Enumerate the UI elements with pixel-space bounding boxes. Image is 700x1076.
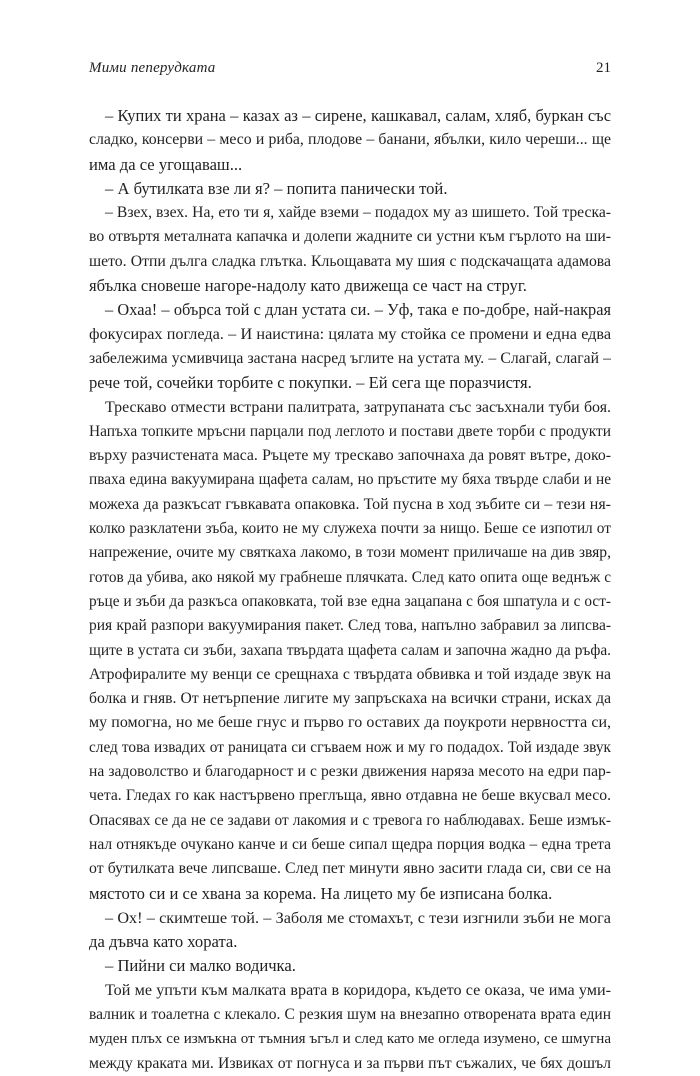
page-header: [89, 60, 611, 84]
text-line: нал отнякъде очукано канче и си беше сипал щедра порция водка – една трета: [89, 835, 611, 853]
text-line: Той ме упъти към малката врата в коридора, където се оказа, че има уми-: [105, 981, 611, 999]
text-line: фокусирах погледа. – И наистина: цялата му стойка се промени и една едва: [89, 325, 611, 343]
running-title: Мими пеперудката: [89, 60, 216, 76]
text-line: – Охаа! – обърса той с длан устата си. – Уф, така е по-добре, най-накрая: [105, 300, 611, 320]
text-line: ябълка сновеше нагоре-надолу като движеща се част на струг.: [89, 276, 527, 296]
text-line: мястото си и се хвана за корема. На лицето му бе изписана болка.: [89, 883, 553, 903]
text-line: – Пийни си малко водичка.: [105, 956, 296, 976]
text-line: сладко, консерви – месо и риба, плодове – банани, ябълки, кило череши... ще: [89, 131, 611, 149]
text-line: след това извадих от раницата си сгъваем нож и му го подадох. Той издаде звук: [89, 738, 611, 756]
text-line: Опасявах се да не се задави от лакомия и с тревога го наблюдавах. Беше измък-: [89, 811, 611, 829]
text-line: има да се угощаваш...: [89, 154, 243, 174]
text-line: Напъха топките мръсни парцали под леглото и постави двете торби с продукти: [89, 422, 611, 440]
text-line: – А бутилката взе ли я? – попита панически той.: [105, 178, 448, 198]
text-line: болка и гняв. От нетърпение лигите му запръскаха на всички страни, исках да: [89, 690, 611, 708]
text-line: върху разчистената маса. Ръцете му трескаво започнаха да ровят вътре, доко-: [89, 447, 611, 465]
text-line: – Купих ти храна – казах аз – сирене, кашкавал, салам, хляб, буркан със: [105, 106, 611, 125]
text-line: напрежение, очите му святкаха лакомо, в този момент приличаше на див звяр,: [89, 544, 611, 562]
text-line: – Ох! – скимтеше той. – Заболя ме стомахът, с тези изгнили зъби не мога: [105, 908, 611, 927]
text-line: колко разклатени зъба, които не му служеха почти за нищо. Беше се изпотил от: [89, 520, 611, 538]
text-line: во отвъртя металната капачка и долепи жадните си устни към гърлото на ши-: [89, 228, 611, 246]
text-line: – Взех, взех. На, ето ти я, хайде вземи – подадох му аз шишето. Той треска-: [105, 204, 611, 222]
text-line: от бутилката вече липсваше. След пет минути явно засити глада си, сви се на: [89, 860, 611, 878]
text-line: готов да убива, ако някой му грабнеше плячката. След като опита още веднъж с: [89, 568, 611, 586]
text-line: рия край разпори вакуумирания пакет. След това, напълно забравил за липсва-: [89, 617, 611, 635]
body-text: [89, 104, 611, 1076]
text-line: муден плъх се измъкна от тъмния ъгъл и след като ме огледа изумено, се шмугна: [89, 1031, 611, 1048]
text-line: между краката ми. Извиках от погнуса и за първи път съжалих, че бях дошъл: [89, 1054, 611, 1072]
text-line: чета. Гледах го как настървено преглъща, явно отдавна не беше вкусвал месо.: [89, 787, 611, 805]
text-line: Атрофиралите му венци се срещнаха с твърдата обвивка и той издаде звук на: [89, 665, 611, 683]
text-line: да дъвча като хората.: [89, 932, 238, 952]
text-line: рече той, сочейки торбите с покупки. – Ей сега ще поразчистя.: [89, 373, 532, 393]
text-line: ръце и зъби да разкъса опаковката, той взе една зацапана с боя шпатула и с ост-: [89, 592, 611, 610]
text-line: щите в устата си зъби, захапа твърдата щафета салам и започна жадно да ръфа.: [89, 641, 611, 659]
text-line: забележима усмивчица застана насред ъглите на устата му. – Слагай, слагай –: [89, 349, 611, 367]
text-line: можеха да разкъсат гъвкавата опаковка. Той пусна в ход зъбите си – тези ня-: [89, 495, 611, 513]
text-line: пваха едина вакуумирана щафета салам, но пръстите му бяха твърде слаби и не: [89, 471, 611, 489]
page-number: 21: [596, 60, 611, 76]
text-line: валник и тоалетна с клекало. С резкия шум на внезапно отворената врата един: [89, 1005, 611, 1023]
text-line: Трескаво отмести встрани палитрата, затрупаната със засъхнали туби боя.: [105, 398, 611, 416]
text-line: му помогна, но ме беше гнус и първо го оставих да поукроти нервността си,: [89, 714, 611, 732]
text-line: шето. Отпи дълга сладка глътка. Кльощавата му шия с подскачащата адамова: [89, 252, 611, 270]
text-line: на задоволство и благодарност и с резки движения наряза месото на едри пар-: [89, 763, 611, 781]
